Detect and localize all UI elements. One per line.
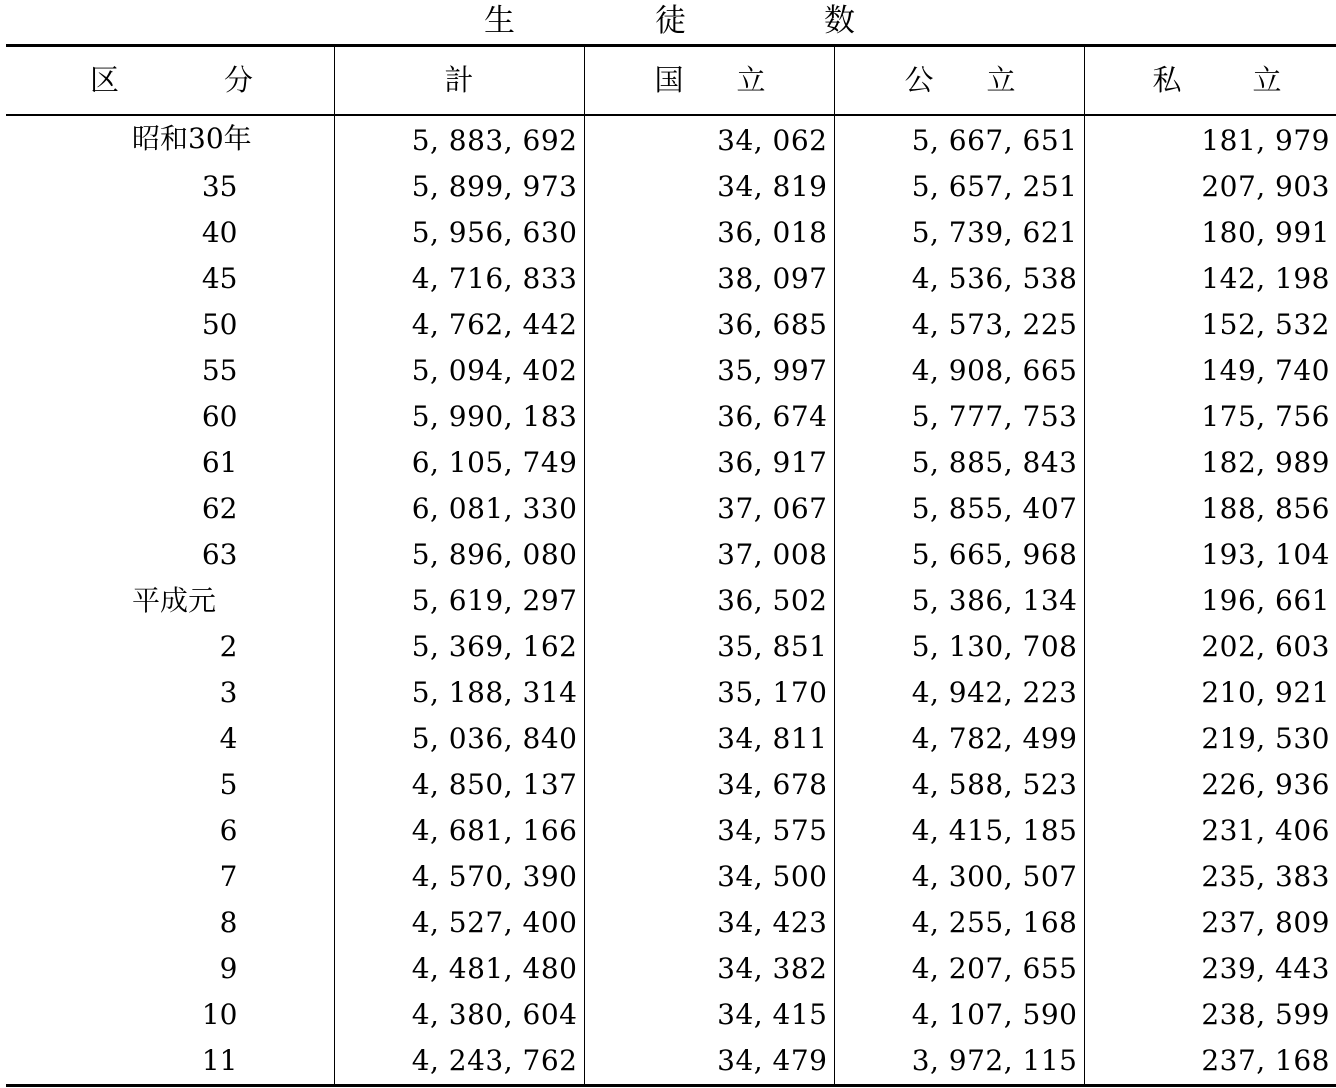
header-public <box>834 46 1084 116</box>
row-label: 5 <box>219 768 238 801</box>
cell-private: 175, 756 <box>1084 394 1336 440</box>
cell-public: 5, 667, 651 <box>834 115 1084 164</box>
row-label-cell <box>6 302 334 348</box>
cell-private: 182, 989 <box>1084 440 1336 486</box>
row-label: 40 <box>201 216 238 249</box>
table-row <box>6 808 1336 854</box>
cell-public: 4, 573, 225 <box>834 302 1084 348</box>
cell-private: 207, 903 <box>1084 164 1336 210</box>
cell-national: 34, 678 <box>584 762 834 808</box>
row-label-cell <box>6 992 334 1038</box>
row-label: 3 <box>219 676 238 709</box>
cell-national: 34, 819 <box>584 164 834 210</box>
row-label: 平成元 <box>132 584 217 617</box>
title-char: 生 <box>484 3 515 39</box>
row-label-cell <box>6 670 334 716</box>
row-label: 60 <box>201 400 238 433</box>
cell-total: 4, 570, 390 <box>334 854 584 900</box>
table-row <box>6 210 1336 256</box>
cell-national: 35, 170 <box>584 670 834 716</box>
table-row <box>6 1038 1336 1086</box>
row-label: 63 <box>201 538 238 571</box>
cell-national: 34, 479 <box>584 1038 834 1086</box>
table-row <box>6 670 1336 716</box>
cell-private: 219, 530 <box>1084 716 1336 762</box>
cell-public: 5, 665, 968 <box>834 532 1084 578</box>
row-label: 4 <box>219 722 238 755</box>
cell-total: 5, 036, 840 <box>334 716 584 762</box>
cell-public: 4, 782, 499 <box>834 716 1084 762</box>
row-label: 6 <box>219 814 238 847</box>
header-char: 立 <box>1252 63 1282 97</box>
cell-private: 238, 599 <box>1084 992 1336 1038</box>
cell-national: 34, 062 <box>584 115 834 164</box>
cell-public: 5, 855, 407 <box>834 486 1084 532</box>
row-label-cell <box>6 115 334 164</box>
cell-national: 37, 008 <box>584 532 834 578</box>
cell-national: 34, 423 <box>584 900 834 946</box>
table-row <box>6 394 1336 440</box>
cell-private: 210, 921 <box>1084 670 1336 716</box>
table-row <box>6 716 1336 762</box>
cell-total: 5, 990, 183 <box>334 394 584 440</box>
cell-public: 5, 777, 753 <box>834 394 1084 440</box>
cell-public: 4, 300, 507 <box>834 854 1084 900</box>
cell-private: 188, 856 <box>1084 486 1336 532</box>
cell-national: 36, 674 <box>584 394 834 440</box>
cell-private: 196, 661 <box>1084 578 1336 624</box>
cell-public: 4, 207, 655 <box>834 946 1084 992</box>
cell-private: 235, 383 <box>1084 854 1336 900</box>
cell-public: 5, 386, 134 <box>834 578 1084 624</box>
row-label-cell <box>6 486 334 532</box>
cell-national: 34, 811 <box>584 716 834 762</box>
cell-total: 4, 850, 137 <box>334 762 584 808</box>
table-row <box>6 946 1336 992</box>
row-label-cell <box>6 1038 334 1086</box>
cell-national: 37, 067 <box>584 486 834 532</box>
row-label: 7 <box>219 860 238 893</box>
row-label-cell <box>6 716 334 762</box>
row-label: 2 <box>219 630 238 663</box>
cell-private: 181, 979 <box>1084 115 1336 164</box>
cell-total: 4, 762, 442 <box>334 302 584 348</box>
cell-total: 4, 481, 480 <box>334 946 584 992</box>
cell-public: 4, 942, 223 <box>834 670 1084 716</box>
row-label: 9 <box>219 952 238 985</box>
table-row <box>6 532 1336 578</box>
row-label: 10 <box>201 998 238 1031</box>
table-header <box>6 46 1336 116</box>
table-row <box>6 854 1336 900</box>
row-label-cell <box>6 854 334 900</box>
row-label-cell <box>6 256 334 302</box>
cell-total: 6, 105, 749 <box>334 440 584 486</box>
cell-national: 35, 997 <box>584 348 834 394</box>
table-row <box>6 164 1336 210</box>
table-row <box>6 256 1336 302</box>
table-row <box>6 440 1336 486</box>
table-row <box>6 992 1336 1038</box>
cell-total: 4, 716, 833 <box>334 256 584 302</box>
cell-private: 237, 168 <box>1084 1038 1336 1086</box>
table-row <box>6 900 1336 946</box>
cell-public: 4, 588, 523 <box>834 762 1084 808</box>
cell-national: 34, 500 <box>584 854 834 900</box>
cell-public: 5, 657, 251 <box>834 164 1084 210</box>
row-label-cell <box>6 394 334 440</box>
cell-national: 36, 018 <box>584 210 834 256</box>
cell-public: 4, 107, 590 <box>834 992 1084 1038</box>
table-row <box>6 302 1336 348</box>
cell-private: 152, 532 <box>1084 302 1336 348</box>
header-char: 公 <box>904 63 934 97</box>
cell-total: 5, 619, 297 <box>334 578 584 624</box>
cell-public: 5, 739, 621 <box>834 210 1084 256</box>
row-label-cell <box>6 808 334 854</box>
table-row <box>6 348 1336 394</box>
table-title <box>0 0 1336 44</box>
cell-total: 5, 188, 314 <box>334 670 584 716</box>
cell-private: 239, 443 <box>1084 946 1336 992</box>
cell-total: 4, 243, 762 <box>334 1038 584 1086</box>
cell-private: 193, 104 <box>1084 532 1336 578</box>
cell-total: 6, 081, 330 <box>334 486 584 532</box>
cell-national: 35, 851 <box>584 624 834 670</box>
row-label: 8 <box>219 906 238 939</box>
row-label-cell <box>6 900 334 946</box>
header-private <box>1084 46 1336 116</box>
cell-private: 142, 198 <box>1084 256 1336 302</box>
header-char: 計 <box>444 63 474 97</box>
title-char: 徒 <box>655 3 686 39</box>
row-label-cell <box>6 440 334 486</box>
cell-total: 5, 883, 692 <box>334 115 584 164</box>
row-label-cell <box>6 210 334 256</box>
row-label: 45 <box>201 262 238 295</box>
table-row <box>6 486 1336 532</box>
header-total <box>334 46 584 116</box>
cell-total: 5, 896, 080 <box>334 532 584 578</box>
header-national <box>584 46 834 116</box>
header-char: 分 <box>224 63 254 97</box>
cell-public: 5, 130, 708 <box>834 624 1084 670</box>
row-label-cell <box>6 578 334 624</box>
title-char: 数 <box>824 3 855 39</box>
cell-private: 180, 991 <box>1084 210 1336 256</box>
cell-total: 5, 956, 630 <box>334 210 584 256</box>
cell-public: 3, 972, 115 <box>834 1038 1084 1086</box>
cell-total: 5, 369, 162 <box>334 624 584 670</box>
row-label: 61 <box>201 446 238 479</box>
row-label: 50 <box>201 308 238 341</box>
cell-private: 231, 406 <box>1084 808 1336 854</box>
cell-total: 5, 094, 402 <box>334 348 584 394</box>
cell-total: 4, 681, 166 <box>334 808 584 854</box>
student-count-table <box>6 44 1336 1087</box>
row-label: 昭和30年 <box>132 122 252 155</box>
cell-public: 4, 908, 665 <box>834 348 1084 394</box>
cell-public: 5, 885, 843 <box>834 440 1084 486</box>
table-row <box>6 115 1336 164</box>
cell-public: 4, 255, 168 <box>834 900 1084 946</box>
cell-national: 34, 415 <box>584 992 834 1038</box>
cell-public: 4, 536, 538 <box>834 256 1084 302</box>
cell-total: 4, 380, 604 <box>334 992 584 1038</box>
table-row <box>6 578 1336 624</box>
cell-national: 38, 097 <box>584 256 834 302</box>
table-row <box>6 762 1336 808</box>
header-char: 立 <box>736 63 766 97</box>
header-char: 区 <box>90 63 120 97</box>
cell-national: 36, 685 <box>584 302 834 348</box>
cell-public: 4, 415, 185 <box>834 808 1084 854</box>
row-label-cell <box>6 348 334 394</box>
cell-private: 149, 740 <box>1084 348 1336 394</box>
header-char: 私 <box>1152 63 1182 97</box>
table-row <box>6 624 1336 670</box>
cell-national: 34, 575 <box>584 808 834 854</box>
row-label-cell <box>6 762 334 808</box>
header-kubun <box>6 46 334 116</box>
row-label-cell <box>6 164 334 210</box>
cell-total: 5, 899, 973 <box>334 164 584 210</box>
row-label-cell <box>6 946 334 992</box>
cell-national: 34, 382 <box>584 946 834 992</box>
header-char: 立 <box>986 63 1016 97</box>
cell-private: 237, 809 <box>1084 900 1336 946</box>
cell-national: 36, 502 <box>584 578 834 624</box>
cell-total: 4, 527, 400 <box>334 900 584 946</box>
row-label-cell <box>6 532 334 578</box>
cell-national: 36, 917 <box>584 440 834 486</box>
cell-private: 202, 603 <box>1084 624 1336 670</box>
header-char: 国 <box>654 63 684 97</box>
row-label-cell <box>6 624 334 670</box>
row-label: 11 <box>201 1044 238 1077</box>
row-label: 55 <box>201 354 238 387</box>
cell-private: 226, 936 <box>1084 762 1336 808</box>
table-body <box>6 115 1336 1086</box>
row-label: 35 <box>201 170 238 203</box>
row-label: 62 <box>201 492 238 525</box>
